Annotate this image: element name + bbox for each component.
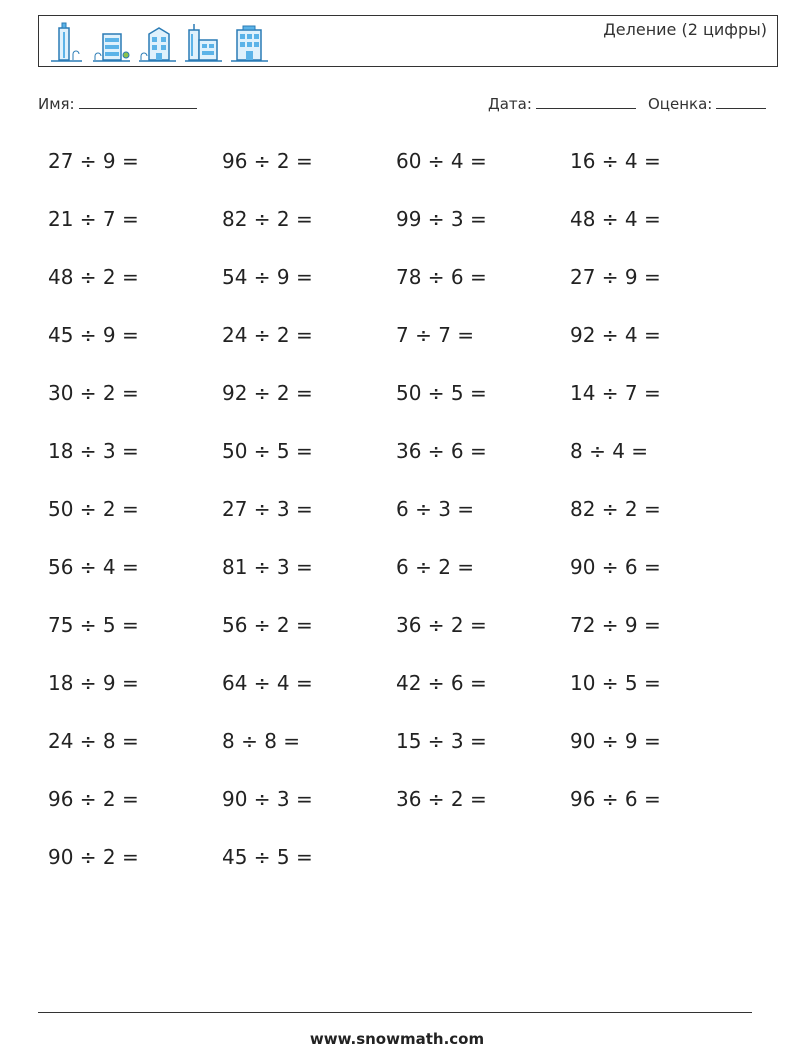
division-problem: 99 ÷ 3 = <box>396 207 487 231</box>
division-problem: 64 ÷ 4 = <box>222 671 313 695</box>
division-problem: 8 ÷ 4 = <box>570 439 649 463</box>
division-problem: 27 ÷ 9 = <box>570 265 661 289</box>
name-label: Имя: <box>38 95 75 113</box>
office-building-icon <box>91 20 131 64</box>
score-label: Оценка: <box>648 95 713 113</box>
division-problem: 24 ÷ 8 = <box>48 729 139 753</box>
division-problem: 36 ÷ 2 = <box>396 613 487 637</box>
division-problem: 45 ÷ 9 = <box>48 323 139 347</box>
division-problem: 8 ÷ 8 = <box>222 729 301 753</box>
division-problem: 15 ÷ 3 = <box>396 729 487 753</box>
division-problem: 78 ÷ 6 = <box>396 265 487 289</box>
division-problem: 75 ÷ 5 = <box>48 613 139 637</box>
division-problem: 14 ÷ 7 = <box>570 381 661 405</box>
footer-divider <box>38 1012 752 1013</box>
division-problem: 6 ÷ 2 = <box>396 555 475 579</box>
date-label: Дата: <box>488 95 532 113</box>
division-problem: 50 ÷ 5 = <box>222 439 313 463</box>
division-problem: 16 ÷ 4 = <box>570 149 661 173</box>
division-problem: 82 ÷ 2 = <box>570 497 661 521</box>
division-problem: 56 ÷ 2 = <box>222 613 313 637</box>
worksheet-title: Деление (2 цифры) <box>603 20 767 39</box>
city-buildings-icon <box>183 20 223 64</box>
division-problem: 10 ÷ 5 = <box>570 671 661 695</box>
division-problem: 90 ÷ 6 = <box>570 555 661 579</box>
division-problem: 30 ÷ 2 = <box>48 381 139 405</box>
division-problem: 96 ÷ 6 = <box>570 787 661 811</box>
skyscraper-icon <box>49 20 83 64</box>
division-problem: 21 ÷ 7 = <box>48 207 139 231</box>
division-problem: 24 ÷ 2 = <box>222 323 313 347</box>
division-problem: 96 ÷ 2 = <box>48 787 139 811</box>
division-problem: 92 ÷ 2 = <box>222 381 313 405</box>
division-problem: 90 ÷ 3 = <box>222 787 313 811</box>
name-blank[interactable] <box>79 94 197 109</box>
division-problem: 7 ÷ 7 = <box>396 323 475 347</box>
division-problem: 90 ÷ 9 = <box>570 729 661 753</box>
division-problem: 56 ÷ 4 = <box>48 555 139 579</box>
division-problem: 18 ÷ 3 = <box>48 439 139 463</box>
division-problem: 54 ÷ 9 = <box>222 265 313 289</box>
division-problem: 72 ÷ 9 = <box>570 613 661 637</box>
division-problem: 27 ÷ 3 = <box>222 497 313 521</box>
division-problem: 36 ÷ 6 = <box>396 439 487 463</box>
division-problem: 92 ÷ 4 = <box>570 323 661 347</box>
header-box <box>38 15 778 67</box>
division-problem: 48 ÷ 4 = <box>570 207 661 231</box>
division-problem: 50 ÷ 2 = <box>48 497 139 521</box>
division-problem: 6 ÷ 3 = <box>396 497 475 521</box>
hotel-building-icon <box>229 20 269 64</box>
division-problem: 18 ÷ 9 = <box>48 671 139 695</box>
footer-website: www.snowmath.com <box>309 1030 485 1048</box>
division-problem: 96 ÷ 2 = <box>222 149 313 173</box>
apartment-building-icon <box>137 20 177 64</box>
score-field[interactable] <box>648 94 766 113</box>
division-problem: 60 ÷ 4 = <box>396 149 487 173</box>
division-problem: 36 ÷ 2 = <box>396 787 487 811</box>
division-problem: 48 ÷ 2 = <box>48 265 139 289</box>
name-field[interactable] <box>38 94 197 113</box>
score-blank[interactable] <box>716 94 766 109</box>
division-problem: 42 ÷ 6 = <box>396 671 487 695</box>
division-problem: 82 ÷ 2 = <box>222 207 313 231</box>
division-problem: 90 ÷ 2 = <box>48 845 139 869</box>
division-problem: 50 ÷ 5 = <box>396 381 487 405</box>
date-field[interactable] <box>488 94 636 113</box>
division-problem: 27 ÷ 9 = <box>48 149 139 173</box>
division-problem: 81 ÷ 3 = <box>222 555 313 579</box>
division-problem: 45 ÷ 5 = <box>222 845 313 869</box>
date-blank[interactable] <box>536 94 636 109</box>
